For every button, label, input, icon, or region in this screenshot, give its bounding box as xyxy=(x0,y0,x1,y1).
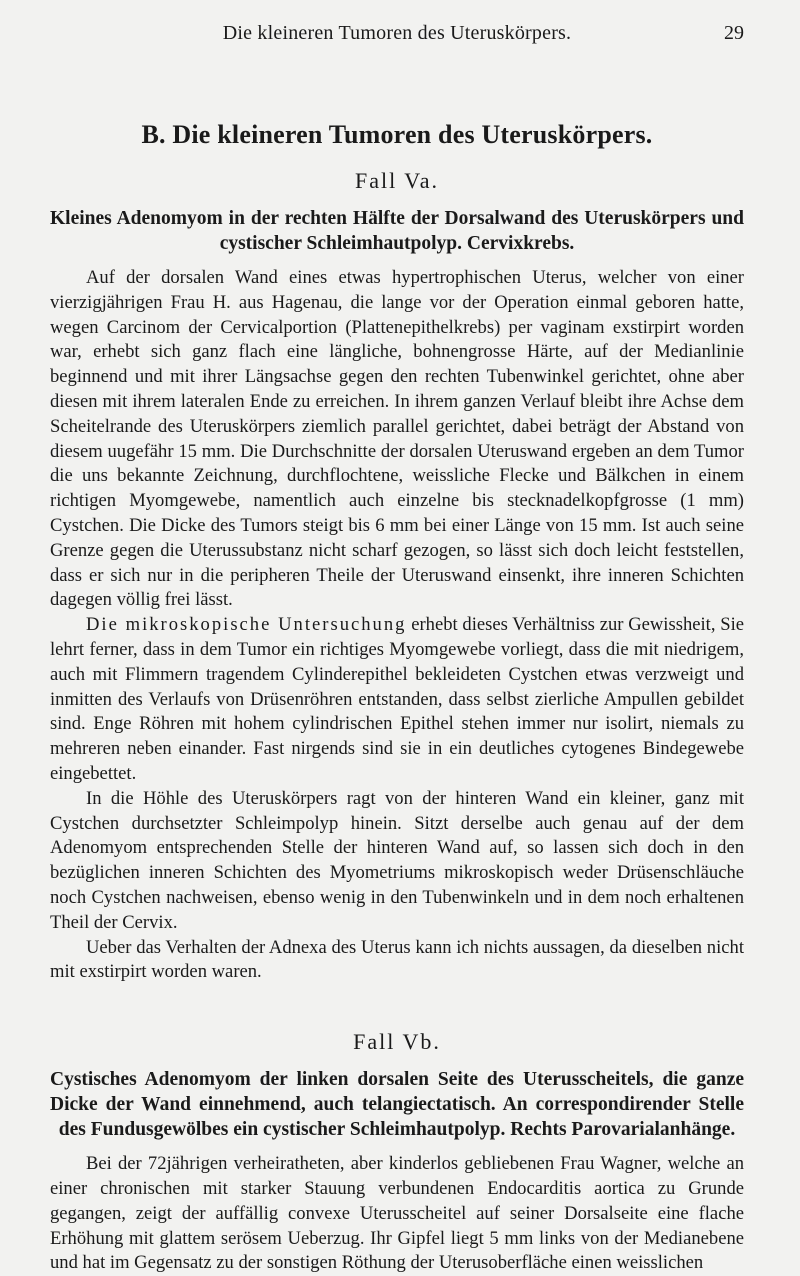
case-a-paragraph-1: Auf der dorsalen Wand eines etwas hypertrophischen Uterus, welcher von einer vierzigjährigen Frau H. aus Hagenau, die lange vor der Operation einmal geboren hatte, wegen Carcinom der Cervicalportion (Plattenepithelkrebs) per vaginam exstirpirt worden war, erhebt sich ganz flach eine längliche, bohnengrosse Härte, auf der Medianlinie beginnend und mit ihrer Längsachse gegen den rechten Tubenwinkel gerichtet, ohne aber diesen mit ihrem lateralen Ende zu erreichen. In ihrem ganzen Verlauf bleibt ihre Achse dem Scheitelrande des Uteruskörpers ziemlich parallel gerichtet, dabei beträgt der Abstand von diesem uugefähr 15 mm. Die Durchschnitte der dorsalen Uteruswand ergeben an dem Tumor die uns bekannte Zeichnung, durchflochtene, weissliche Flecke und Bälkchen in einem richtigen Myomgewebe, namentlich auch einzelne bis stecknadelkopfgrosse (1 mm) Cystchen. Die Dicke des Tumors steigt bis 6 mm bei einer Länge von 15 mm. Ist auch seine Grenze gegen die Uterussubstanz nicht scharf gezogen, so lässt sich doch leicht feststellen, dass er sich nur in die peripheren Theile der Uteruswand einsenkt, ihre inneren Schichten dagegen völlig frei lässt. xyxy=(50,267,744,611)
case-a-paragraph-3: In die Höhle des Uteruskörpers ragt von der hinteren Wand ein kleiner, ganz mit Cystchen durchsetzter Schleimpolyp hinein. Sitzt derselbe auch genau auf der dem Adenomyom entsprechenden Stelle der hinteren Wand auf, so lassen sich doch in den bezüglichen inneren Schichten des Myometriums mikroskopisch weder Drüsenschläuche noch Cystchen nachweisen, ebenso wenig in den Tubenwinkeln und in dem noch erhaltenen Theil der Cervix. xyxy=(50,787,744,933)
emphasis-spaced: Die mikroskopische Untersuchung xyxy=(86,614,407,636)
section-title: B. Die kleineren Tumoren des Uteruskörpers. xyxy=(141,120,653,149)
case-b-heading: Cystisches Adenomyom der linken dorsalen Seite des Uterusscheitels, die ganze Dicke der Wand einnehmend, auch telangiectatisch. An correspondirender Stelle des Fundusgewölbes ein cystischer Schleimhautpolyp. Rechts Parovarialanhänge. xyxy=(50,1069,744,1141)
case-a-paragraph-4: Ueber das Verhalten der Adnexa des Uterus kann ich nichts aussagen, da dieselben nicht mit exstirpirt worden waren. xyxy=(50,936,744,983)
running-title: Die kleineren Tumoren des Uteruskörpers. xyxy=(222,22,572,44)
case-a-title: Fall Va. xyxy=(354,168,440,193)
case-b-body xyxy=(50,1152,744,1276)
case-a-paragraph-2 xyxy=(50,613,744,787)
case-a-heading: Kleines Adenomyom in der rechten Hälfte der Dorsalwand des Uteruskörpers und cystischer Schleimhautpolyp. Cervixkrebs. xyxy=(50,208,744,254)
case-b-title: Fall Vb. xyxy=(353,1029,441,1055)
case-a-body xyxy=(50,266,744,985)
case-a-paragraph-2-rest: erhebt dieses Verhältniss zur Gewissheit, Sie lehrt ferner, dass in dem Tumor ein richtiges Myomgewebe vorliegt, dass die mit niedrigem, auch mit Flimmern tragendem Cylinderepithel bekleideten Cystchen etwas verzweigt und inmitten des Verlaufs von Drüsenröhren entstanden, dass selbst zierliche Ampullen gebildet sind. Enge Röhren mit hohem cylindrischen Epithel stehen immer nur isolirt, niemals zu mehreren neben einander. Fast nirgends sind sie in ein deutliches cytogenes Bindegewebe eingebettet. xyxy=(50,614,744,784)
page-number: 29 xyxy=(724,22,744,44)
running-header xyxy=(50,0,744,60)
case-b-paragraph-1: Bei der 72jährigen verheiratheten, aber kinderlos gebliebenen Frau Wagner, welche an einer chronischen mit starker Stauung verbundenen Endocarditis aortica zu Grunde gegangen, zeigt der auffällig convexe Uterusscheitel auf seiner Dorsalseite eine flache Erhöhung mit glattem serösem Ueberzug. Ihr Gipfel liegt 5 mm links von der Medianebene und hat im Gegensatz zu der sonstigen Röthung der Uterusoberfläche einen weisslichen xyxy=(50,1153,744,1274)
